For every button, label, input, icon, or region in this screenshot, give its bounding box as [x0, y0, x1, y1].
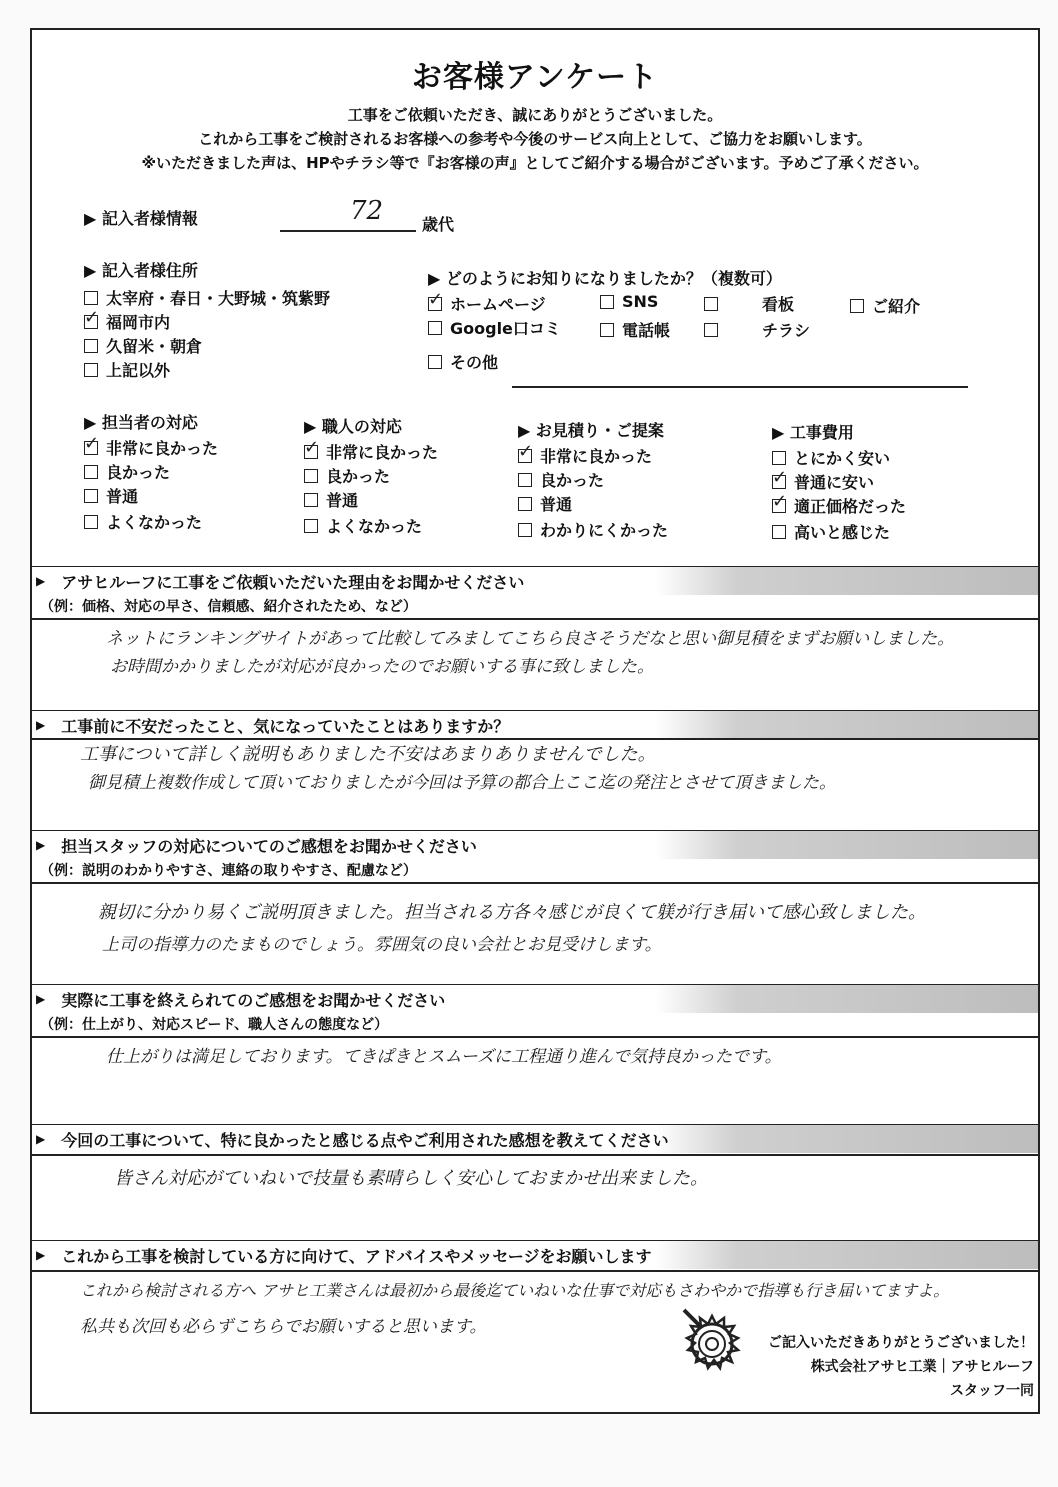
- checkbox[interactable]: [772, 525, 786, 539]
- rating-label: ▶ 担当者の対応: [84, 413, 198, 432]
- checkbox[interactable]: [772, 499, 786, 513]
- intro-line-3: ※いただきました声は、HPやチラシ等で『お客様の声』としてご紹介する場合がございます。予めご了承ください。: [141, 154, 929, 172]
- rating-option[interactable]: よくなかった: [84, 510, 202, 533]
- source-label: ▶ どのようにお知りになりましたか？（複数可）: [428, 269, 782, 288]
- section-heading: ▶ これから工事を検討している方に向けて、アドバイスやメッセージをお願いします: [32, 1240, 1038, 1269]
- address-option[interactable]: ✓ 福岡市内: [84, 310, 170, 333]
- answer-line[interactable]: 私共も次回も必らずこちらでお願いすると思います。: [80, 1317, 487, 1337]
- source-option[interactable]: Google口コミ: [428, 316, 561, 339]
- answer-box-top: [32, 1154, 1038, 1156]
- checkbox[interactable]: [518, 497, 532, 511]
- answer-box-top: [32, 618, 1038, 620]
- checkbox[interactable]: [600, 323, 614, 337]
- section-heading: ▶ 今回の工事について、特に良かったと感じる点やご利用された感想を教えてください: [32, 1124, 1038, 1153]
- checkbox[interactable]: [304, 445, 318, 459]
- source-option[interactable]: SNS: [600, 292, 658, 311]
- address-option[interactable]: 太宰府・春日・大野城・筑紫野: [84, 286, 330, 309]
- rating-option[interactable]: ✓ 非常に良かった: [84, 436, 218, 459]
- checkbox[interactable]: [772, 475, 786, 489]
- answer-box-top: [32, 1270, 1038, 1272]
- checkbox[interactable]: [84, 315, 98, 329]
- answer-line[interactable]: ネットにランキングサイトがあって比較してみましてこちら良さそうだなと思い御見積をまずお願いしました。: [106, 629, 955, 649]
- section-heading: ▶ アサヒルーフに工事をご依頼いただいた理由をお聞かせください: [32, 566, 1038, 595]
- source-option[interactable]: ✓ ホームページ: [428, 292, 546, 315]
- rating-option[interactable]: 良かった: [518, 468, 604, 491]
- checkbox[interactable]: [704, 323, 718, 337]
- checkbox[interactable]: [84, 515, 98, 529]
- checkbox[interactable]: [518, 449, 532, 463]
- age-suffix: 歳代: [422, 215, 455, 234]
- section-example: （例：説明のわかりやすさ、連絡の取りやすさ、配慮など）: [40, 863, 417, 879]
- rating-option[interactable]: 普通: [518, 492, 572, 515]
- rating-label: ▶ お見積り・ご提案: [518, 421, 664, 440]
- rating-option[interactable]: 普通: [84, 484, 138, 507]
- rating-option[interactable]: わかりにくかった: [518, 518, 668, 541]
- checkbox[interactable]: [84, 489, 98, 503]
- source-option[interactable]: チラシ: [704, 318, 810, 341]
- section-heading: ▶ 実際に工事を終えられてのご感想をお聞かせください: [32, 984, 1038, 1013]
- rating-option[interactable]: 普通: [304, 488, 358, 511]
- section-example: （例：価格、対応の早さ、信頼感、紹介されたため、など）: [40, 599, 417, 615]
- info-label: ▶ 記入者様情報: [84, 209, 198, 228]
- checkbox[interactable]: [84, 441, 98, 455]
- answer-box-top: [32, 1036, 1038, 1038]
- rating-option[interactable]: ✓ 適正価格だった: [772, 494, 906, 517]
- section-example: （例：仕上がり、対応スピード、職人さんの態度など）: [40, 1017, 389, 1033]
- source-option[interactable]: その他: [428, 350, 498, 373]
- section-heading: ▶ 担当スタッフの対応についてのご感想をお聞かせください: [32, 830, 1038, 859]
- checkbox[interactable]: [84, 363, 98, 377]
- checkbox[interactable]: [304, 469, 318, 483]
- rating-label: ▶ 職人の対応: [304, 417, 402, 436]
- checkbox[interactable]: [518, 523, 532, 537]
- address-label: ▶ 記入者様住所: [84, 261, 198, 280]
- checkbox[interactable]: [84, 465, 98, 479]
- answer-line[interactable]: これから検討される方へ アサヒ工業さんは最初から最後迄ていねいな仕事で対応もさわやかで指導も行き届いてますよ。: [80, 1281, 950, 1300]
- rating-option[interactable]: ✓ 普通に安い: [772, 470, 874, 493]
- rating-label: ▶ 工事費用: [772, 423, 854, 442]
- answer-box-top: [32, 882, 1038, 884]
- checkbox[interactable]: [428, 355, 442, 369]
- checkbox[interactable]: [704, 297, 718, 311]
- checkbox[interactable]: [84, 291, 98, 305]
- checkbox[interactable]: [428, 321, 442, 335]
- checkbox[interactable]: [600, 295, 614, 309]
- checkbox[interactable]: [84, 339, 98, 353]
- answer-line[interactable]: 上司の指導力のたまものでしょう。雰囲気の良い会社とお見受けします。: [102, 935, 662, 955]
- source-option[interactable]: 電話帳: [600, 318, 670, 341]
- rating-option[interactable]: ✓ 非常に良かった: [518, 444, 652, 467]
- section-heading: ▶ 工事前に不安だったこと、気になっていたことはありますか？: [32, 710, 1038, 739]
- rating-option[interactable]: 良かった: [84, 460, 170, 483]
- checkbox[interactable]: [772, 451, 786, 465]
- checkbox[interactable]: [850, 299, 864, 313]
- checkbox[interactable]: [518, 473, 532, 487]
- company-logo-icon: [672, 1300, 752, 1380]
- answer-line[interactable]: 親切に分かり易くご説明頂きました。担当される方各々感じが良くて躾が行き届いて感心致しました。: [98, 902, 926, 923]
- address-option[interactable]: 上記以外: [84, 358, 170, 381]
- source-option[interactable]: ご紹介: [850, 294, 920, 317]
- other-underline: [512, 386, 968, 388]
- address-option[interactable]: 久留米・朝倉: [84, 334, 202, 357]
- checkbox[interactable]: [304, 493, 318, 507]
- age-value[interactable]: 72: [350, 196, 384, 226]
- footer-thanks: ご記入いただきありがとうございました！: [768, 1335, 1034, 1351]
- rating-option[interactable]: 良かった: [304, 464, 390, 487]
- rating-option[interactable]: 高いと感じた: [772, 520, 890, 543]
- answer-line[interactable]: お時間かかりましたが対応が良かったのでお願いする事に致しました。: [110, 657, 654, 677]
- checkbox[interactable]: [304, 519, 318, 533]
- page-title: お客様アンケート: [411, 60, 659, 95]
- intro-line-2: これから工事をご検討されるお客様への参考や今後のサービス向上として、ご協力をお願いします。: [198, 130, 872, 148]
- answer-line[interactable]: 皆さん対応がていねいで技量も素晴らしく安心しておまかせ出来ました。: [114, 1168, 708, 1189]
- answer-line[interactable]: 御見積上複数作成して頂いておりましたが今回は予算の都合上ここ迄の発注とさせて頂きました。: [88, 773, 836, 793]
- footer-staff: スタッフ一同: [950, 1383, 1034, 1399]
- checkbox[interactable]: [428, 297, 442, 311]
- intro-line-1: 工事をご依頼いただき、誠にありがとうございました。: [347, 106, 723, 124]
- survey-sheet: [30, 28, 1040, 1414]
- answer-line[interactable]: 仕上がりは満足しております。てきぱきとスムーズに工程通り進んで気持良かったです。: [106, 1047, 782, 1067]
- answer-line[interactable]: 工事について詳しく説明もありました不安はあまりありませんでした。: [80, 744, 656, 765]
- footer-company: 株式会社アサヒ工業｜アサヒルーフ: [810, 1359, 1034, 1375]
- source-option[interactable]: 看板: [704, 292, 794, 315]
- age-underline: [280, 230, 416, 232]
- rating-option[interactable]: よくなかった: [304, 514, 422, 537]
- rating-option[interactable]: ✓ 非常に良かった: [304, 440, 438, 463]
- rating-option[interactable]: とにかく安い: [772, 446, 890, 469]
